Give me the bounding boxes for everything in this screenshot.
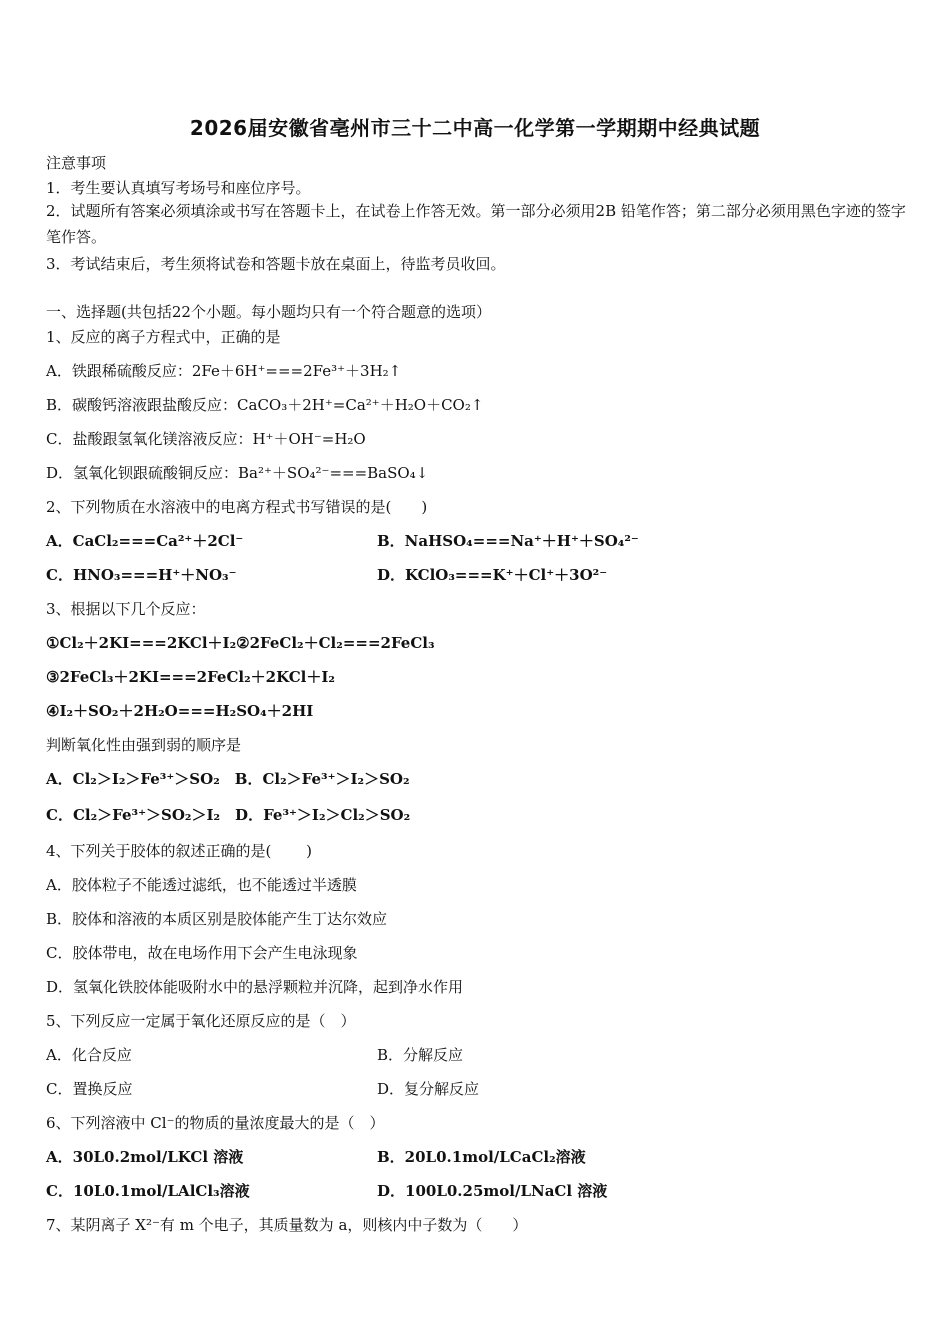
- notice-item-1: 1．考生要认真填写考场号和座位序号。: [46, 179, 311, 197]
- q3-ask: 判断氧化性由强到弱的顺序是: [46, 736, 242, 754]
- q2-option-c: C．HNO₃===H⁺＋NO₃⁻: [46, 566, 237, 584]
- q5-option-b: B．分解反应: [377, 1046, 464, 1064]
- q6-option-b: B．20L0.1mol/LCaCl₂溶液: [377, 1148, 586, 1166]
- q1-stem: 1、反应的离子方程式中，正确的是: [46, 328, 281, 346]
- q1-option-d: D．氢氧化钡跟硫酸铜反应：Ba²⁺＋SO₄²⁻===BaSO₄↓: [46, 464, 429, 482]
- q4-option-b: B．胶体和溶液的本质区别是胶体能产生丁达尔效应: [46, 910, 388, 928]
- q4-stem: 4、下列关于胶体的叙述正确的是( ): [46, 842, 313, 860]
- q1-option-b: B．碳酸钙溶液跟盐酸反应：CaCO₃＋2H⁺=Ca²⁺＋H₂O＋CO₂↑: [46, 396, 484, 414]
- q5-stem: 5、下列反应一定属于氧化还原反应的是（ ）: [46, 1012, 356, 1030]
- q6-option-d: D．100L0.25mol/LNaCl 溶液: [377, 1182, 608, 1200]
- q3-options-cd: C．Cl₂＞Fe³⁺＞SO₂＞I₂ D．Fe³⁺＞I₂＞Cl₂＞SO₂: [46, 806, 411, 824]
- section-heading: 一、选择题(共包括22个小题。每小题均只有一个符合题意的选项）: [46, 303, 491, 321]
- q2-stem: 2、下列物质在水溶液中的电离方程式书写错误的是( ): [46, 498, 428, 516]
- q3-reaction-4: ④I₂＋SO₂＋2H₂O===H₂SO₄＋2HI: [46, 702, 314, 720]
- q6-option-a: A．30L0.2mol/LKCl 溶液: [46, 1148, 244, 1166]
- q5-option-a: A．化合反应: [46, 1046, 132, 1064]
- q3-reaction-3: ③2FeCl₃＋2KI===2FeCl₂＋2KCl＋I₂: [46, 668, 335, 686]
- q6-stem: 6、下列溶液中 Cl⁻的物质的量浓度最大的是（ ）: [46, 1114, 385, 1132]
- notice-item-2: 2．试题所有答案必须填涂或书写在答题卡上，在试卷上作答无效。第一部分必须用2B 铅笔作答；第二部分必须用黑色字迹的签字笔作答。: [46, 202, 906, 246]
- q1-option-c: C．盐酸跟氢氧化镁溶液反应：H⁺＋OH⁻=H₂O: [46, 430, 366, 448]
- q3-stem: 3、根据以下几个反应：: [46, 600, 206, 618]
- q3-reaction-1-2: ①Cl₂＋2KI===2KCl＋I₂②2FeCl₂＋Cl₂===2FeCl₃: [46, 634, 435, 652]
- q2-option-d: D．KClO₃===K⁺＋Cl⁺＋3O²⁻: [377, 566, 608, 584]
- q2-option-b: B．NaHSO₄===Na⁺＋H⁺＋SO₄²⁻: [377, 532, 639, 550]
- q5-option-c: C．置换反应: [46, 1080, 133, 1098]
- q6-option-c: C．10L0.1mol/LAlCl₃溶液: [46, 1182, 250, 1200]
- page-title: 2026届安徽省亳州市三十二中高一化学第一学期期中经典试题: [189, 116, 761, 140]
- q1-option-a: A．铁跟稀硫酸反应：2Fe＋6H⁺===2Fe³⁺＋3H₂↑: [46, 362, 402, 380]
- q2-option-a: A．CaCl₂===Ca²⁺＋2Cl⁻: [46, 532, 244, 550]
- q4-option-a: A．胶体粒子不能透过滤纸，也不能透过半透膜: [46, 876, 357, 894]
- notice-heading: 注意事项: [46, 154, 107, 172]
- q4-option-c: C．胶体带电，故在电场作用下会产生电泳现象: [46, 944, 358, 962]
- q5-option-d: D．复分解反应: [377, 1080, 480, 1098]
- q7-stem: 7、某阴离子 X²⁻有 m 个电子，其质量数为 a，则核内中子数为（ ）: [46, 1216, 528, 1234]
- q4-option-d: D．氢氧化铁胶体能吸附水中的悬浮颗粒并沉降，起到净水作用: [46, 978, 464, 996]
- q3-options-ab: A．Cl₂＞I₂＞Fe³⁺＞SO₂ B．Cl₂＞Fe³⁺＞I₂＞SO₂: [46, 770, 410, 788]
- notice-item-3: 3．考试结束后，考生须将试卷和答题卡放在桌面上，待监考员收回。: [46, 255, 506, 273]
